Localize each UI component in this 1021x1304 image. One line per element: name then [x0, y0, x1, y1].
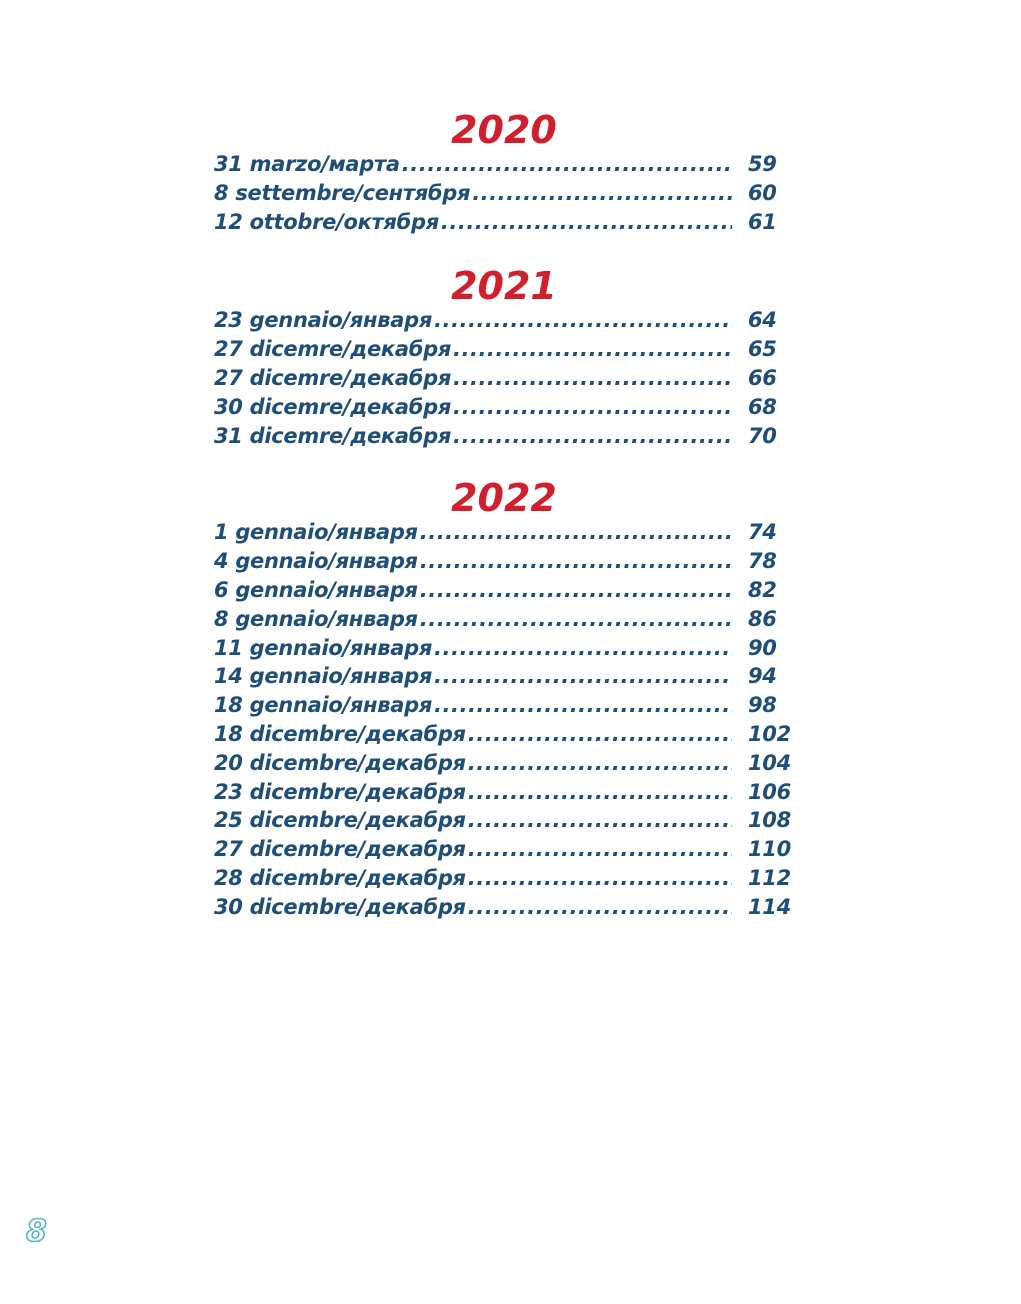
dot-leader [468, 780, 732, 804]
list-item [214, 337, 804, 366]
dot-leader [453, 395, 732, 419]
list-item [214, 549, 804, 578]
entry-page: 59 [748, 152, 777, 176]
list-item [214, 578, 804, 607]
entry-date: 27 dicemre/декабря [214, 337, 452, 362]
entry-page: 82 [748, 577, 777, 602]
section-spacer [214, 238, 804, 264]
entry-list [214, 520, 804, 923]
entry-page: 60 [748, 180, 777, 205]
page-number: 8 [26, 1214, 47, 1249]
list-item [214, 693, 804, 722]
year-heading [154, 264, 854, 308]
dot-leader [468, 751, 732, 775]
entry-date: 12 ottobre/октября [214, 209, 439, 234]
list-item [214, 210, 804, 239]
dot-leader [420, 578, 732, 602]
entry-date: 8 settembre/сентября [214, 180, 471, 205]
dot-leader [441, 210, 732, 234]
list-item [214, 866, 804, 895]
entry-page: 94 [748, 664, 777, 689]
entry-page: 65 [748, 337, 777, 362]
entry-date: 25 dicembre/декабря [214, 808, 466, 833]
list-item [214, 395, 804, 424]
entry-date: 23 dicembre/декабря [214, 779, 466, 804]
list-item [214, 722, 804, 751]
year-heading-text: 2020 [451, 108, 557, 152]
year-heading-text: 2021 [451, 264, 557, 309]
entry-page: 112 [748, 865, 791, 890]
dot-leader [472, 181, 732, 205]
entry-date: 11 gennaio/января [214, 635, 433, 660]
dot-leader [420, 520, 732, 544]
entry-page: 108 [748, 808, 791, 833]
list-item [214, 520, 804, 549]
dot-leader [434, 308, 732, 332]
list-item [214, 607, 804, 636]
entry-page: 64 [748, 308, 777, 333]
dot-leader [434, 636, 732, 660]
entry-page: 104 [748, 750, 791, 775]
entry-date: 8 gennaio/января [214, 606, 418, 631]
entry-page: 90 [748, 635, 777, 660]
entry-page: 70 [748, 423, 777, 448]
dot-leader [468, 837, 732, 861]
dot-leader [453, 424, 732, 448]
entry-page: 106 [748, 779, 791, 804]
list-item [214, 837, 804, 866]
list-item [214, 751, 804, 780]
section-2020 [214, 108, 804, 238]
dot-leader [420, 607, 732, 631]
entry-page: 98 [748, 693, 777, 718]
entry-date: 27 dicembre/декабря [214, 837, 466, 862]
list-item [214, 366, 804, 395]
year-heading-text: 2022 [451, 476, 557, 521]
dot-leader [402, 152, 732, 176]
list-item [214, 780, 804, 809]
entry-page: 78 [748, 549, 777, 574]
entry-date: 1 gennaio/января [214, 520, 418, 545]
list-item [214, 424, 804, 453]
entry-date: 4 gennaio/января [214, 549, 418, 574]
entry-page: 61 [748, 209, 777, 234]
entry-date: 31 marzo/марта [214, 152, 400, 176]
entry-page: 110 [748, 837, 791, 862]
table-of-contents [214, 108, 804, 924]
entry-list [214, 308, 804, 452]
dot-leader [468, 866, 732, 890]
dot-leader [453, 366, 732, 390]
dot-leader [453, 337, 732, 361]
list-item [214, 152, 804, 181]
entry-date: 30 dicemre/декабря [214, 394, 452, 419]
section-2022 [214, 476, 804, 923]
entry-page: 74 [748, 520, 777, 545]
entry-date: 6 gennaio/января [214, 577, 418, 602]
year-heading [154, 108, 854, 152]
section-2021 [214, 264, 804, 452]
dot-leader [468, 895, 732, 919]
dot-leader [420, 549, 732, 573]
entry-date: 28 dicembre/декабря [214, 865, 466, 890]
list-item [214, 808, 804, 837]
dot-leader [468, 722, 732, 746]
entry-date: 31 dicemre/декабря [214, 423, 452, 448]
dot-leader [434, 664, 732, 688]
entry-date: 18 gennaio/января [214, 693, 433, 718]
entry-date: 18 dicembre/декабря [214, 721, 466, 746]
dot-leader [468, 808, 732, 832]
list-item [214, 636, 804, 665]
entry-date: 23 gennaio/января [214, 308, 433, 333]
list-item [214, 181, 804, 210]
entry-page: 114 [748, 894, 791, 919]
entry-page: 102 [748, 721, 791, 746]
entry-date: 30 dicembre/декабря [214, 894, 466, 919]
entry-date: 27 dicemre/декабря [214, 365, 452, 390]
entry-page: 66 [748, 365, 777, 390]
entry-date: 14 gennaio/января [214, 664, 433, 689]
list-item [214, 895, 804, 924]
entry-date: 20 dicembre/декабря [214, 750, 466, 775]
list-item [214, 664, 804, 693]
year-heading [154, 476, 854, 520]
list-item [214, 308, 804, 337]
entry-page: 68 [748, 394, 777, 419]
entry-page: 86 [748, 606, 777, 631]
entry-list [214, 152, 804, 238]
dot-leader [434, 693, 732, 717]
section-spacer [214, 452, 804, 476]
